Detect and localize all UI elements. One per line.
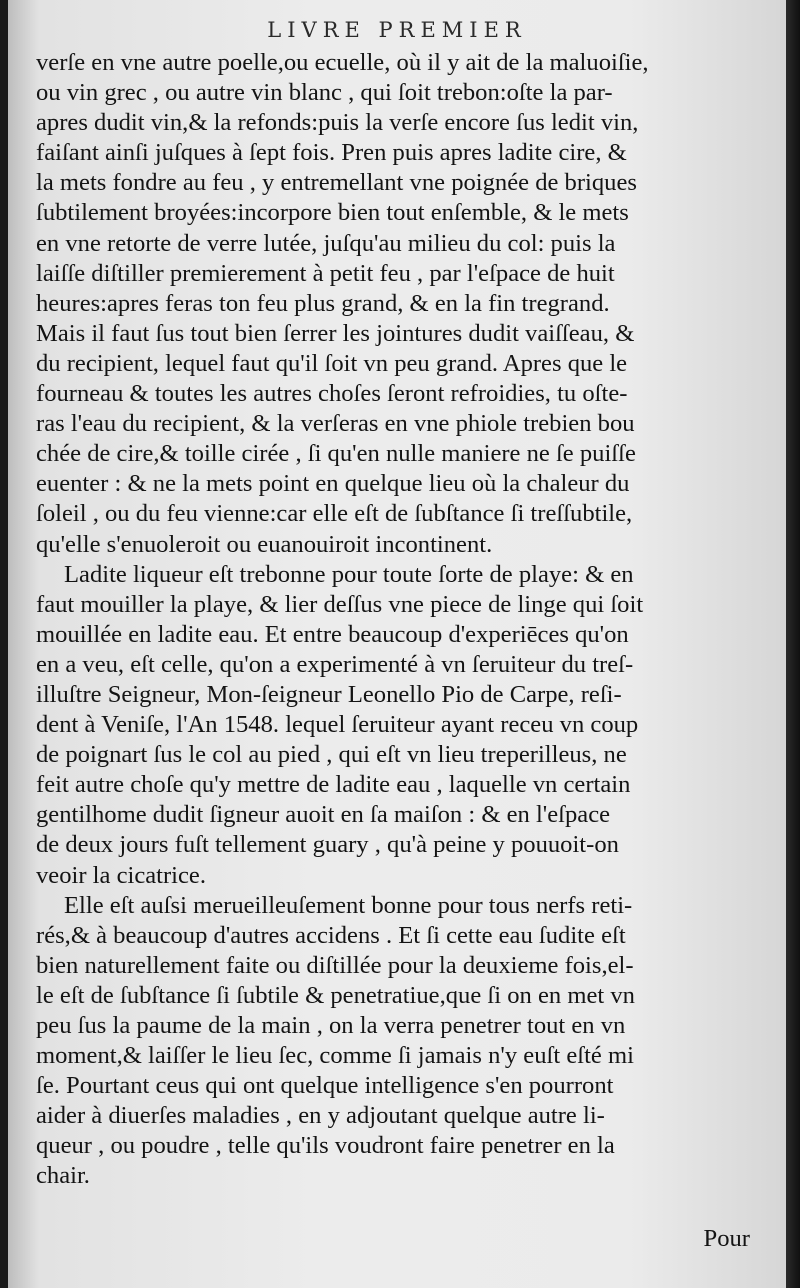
text-line: de poignart ſus le col au pied , qui eſt vn lieu treperilleus, ne — [36, 741, 627, 769]
text-line: bien naturellement faite ou diſtillée pour la deuxieme fois,el- — [36, 951, 634, 979]
text-line: faiſant ainſi juſques à ſept fois. Pren puis apres ladite cire, & — [36, 139, 627, 167]
text-line: Mais il faut ſus tout bien ſerrer les jointures dudit vaiſſeau, & — [36, 319, 635, 347]
text-line: veoir la cicatrice. — [36, 861, 206, 889]
text-line: queur , ou poudre , telle qu'ils voudront faire penetrer en la — [36, 1132, 615, 1160]
text-line: gentilhome dudit ſigneur auoit en ſa maiſon : & en l'eſpace — [36, 801, 611, 829]
text-line: heures:apres feras ton feu plus grand, & en la fin tregrand. — [36, 289, 610, 317]
running-head: LIVRE PREMIER — [267, 18, 527, 42]
text-line: ſoleil , ou du feu vienne:car elle eſt de ſubſtance ſi treſſubtile, — [36, 500, 633, 528]
text-line: en a veu, eſt celle, qu'on a experimenté à vn ſeruiteur du treſ- — [36, 650, 634, 678]
text-line: chée de cire,& toille cirée , ſi qu'en nulle maniere ne ſe puiſſe — [36, 440, 636, 468]
text-line: moment,& laiſſer le lieu ſec, comme ſi jamais n'y euſt eſté mi — [36, 1042, 634, 1070]
text-line: chair. — [36, 1162, 90, 1190]
book-page — [8, 0, 786, 1288]
text-line: mouillée en ladite eau. Et entre beaucoup d'experiēces qu'on — [36, 620, 629, 648]
body-text — [36, 48, 776, 1192]
text-line: fourneau & toutes les autres choſes ſeront refroidies, tu oſte- — [36, 380, 628, 408]
text-line: la mets fondre au feu , y entremellant vne poignée de briques — [36, 169, 637, 197]
text-line: en vne retorte de verre lutée, juſqu'au milieu du col: puis la — [36, 229, 616, 257]
text-line: ou vin grec , ou autre vin blanc , qui ſoit trebon:oſte la par- — [36, 79, 613, 107]
text-line: ſubtilement broyées:incorpore bien tout enſemble, & le mets — [36, 199, 629, 227]
paragraph-3 — [36, 891, 776, 1192]
text-line: dent à Veniſe, l'An 1548. lequel ſeruiteur ayant receu vn coup — [36, 711, 639, 739]
text-line: peu ſus la paume de la main , on la verra penetrer tout en vn — [36, 1012, 626, 1039]
paragraph-1 — [36, 48, 776, 560]
text-line: du recipient, lequel faut qu'il ſoit vn peu grand. Apres que le — [36, 349, 628, 377]
text-line: de deux jours fuſt tellement guary , qu'à peine y pouuoit-on — [36, 831, 619, 859]
page-edge-shadow — [786, 0, 800, 1288]
text-line: Ladite liqueur eſt trebonne pour toute ſorte de playe: & en — [64, 560, 634, 588]
text-line: apres dudit vin,& la refonds:puis la verſe encore ſus ledit vin, — [36, 109, 639, 137]
text-line: illuſtre Seigneur, Mon-ſeigneur Leonello Pio de Carpe, reſi- — [36, 680, 622, 708]
text-line: verſe en vne autre poelle,ou ecuelle, où il y ait de la maluoiſie, — [36, 49, 649, 76]
text-line: euenter : & ne la mets point en quelque lieu où la chaleur du — [36, 470, 630, 498]
catchword: Pour — [703, 1225, 750, 1252]
text-line: feit autre choſe qu'y mettre de ladite eau , laquelle vn certain — [36, 771, 631, 799]
text-line: Elle eſt auſsi merueilleuſement bonne pour tous nerfs reti- — [64, 891, 633, 919]
text-line: le eſt de ſubſtance ſi ſubtile & penetratiue,que ſi on en met vn — [36, 981, 635, 1009]
text-line: ras l'eau du recipient, & la verſeras en vne phiole trebien bou — [36, 410, 635, 438]
text-line: rés,& à beaucoup d'autres accidens . Et ſi cette eau ſudite eſt — [36, 921, 626, 949]
text-line: faut mouiller la playe, & lier deſſus vne piece de linge qui ſoit — [36, 590, 644, 618]
text-line: laiſſe diſtiller premierement à petit feu , par l'eſpace de huit — [36, 259, 615, 287]
text-line: aider à diuerſes maladies , en y adjoutant quelque autre li- — [36, 1102, 605, 1130]
text-line: qu'elle s'enuoleroit ou euanouiroit incontinent. — [36, 530, 493, 558]
paragraph-2 — [36, 560, 776, 891]
text-line: ſe. Pourtant ceus qui ont quelque intelligence s'en pourront — [36, 1072, 614, 1100]
